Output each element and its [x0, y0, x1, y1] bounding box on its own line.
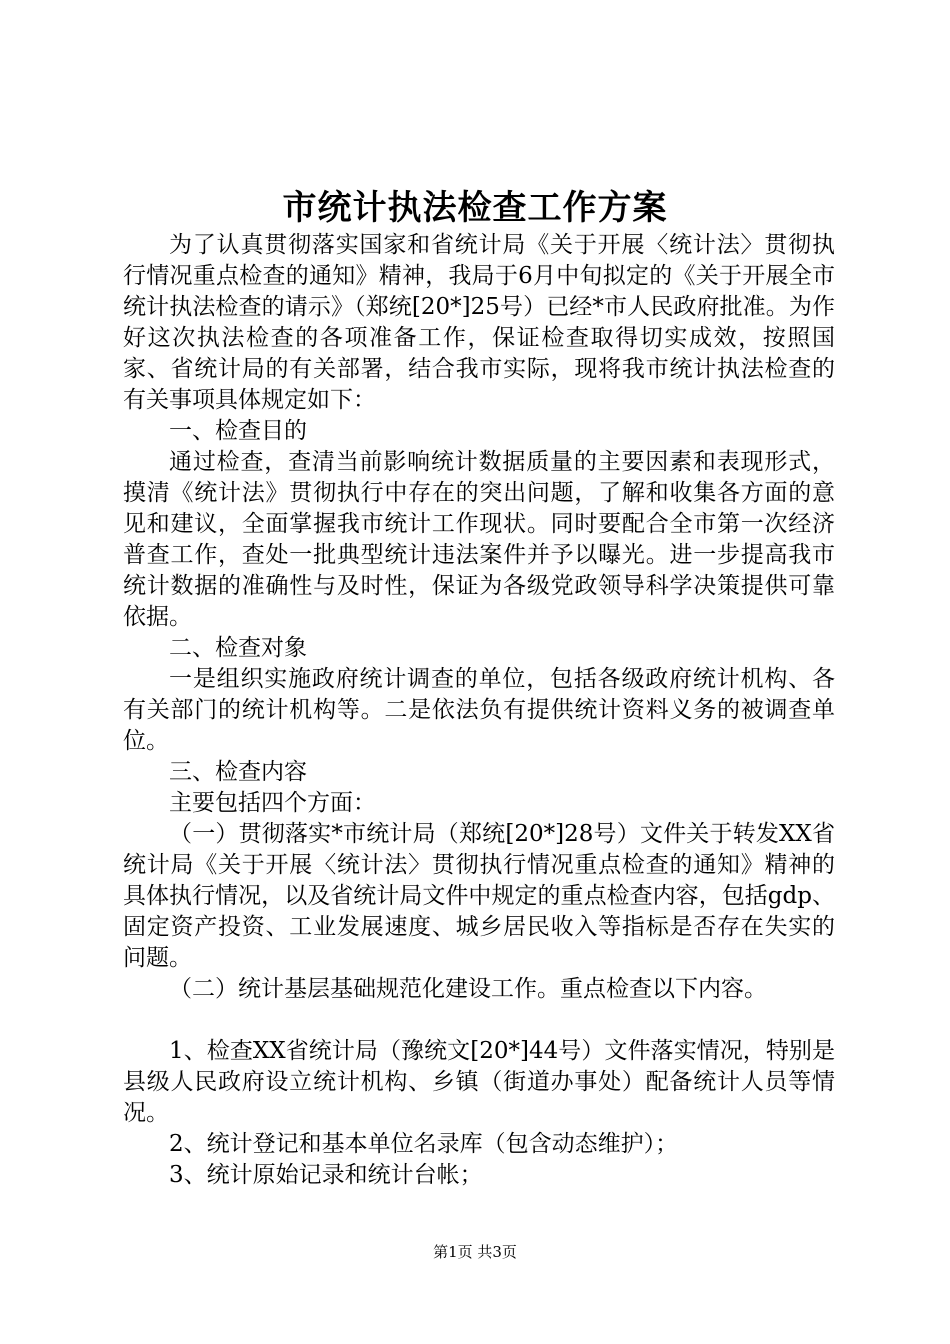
paragraph-purpose: 通过检查，查清当前影响统计数据质量的主要因素和表现形式，摸清《统计法》贯彻执行中存在的突出问题，了解和收集各方面的意见和建议，全面掌握我市统计工作现状。同时要配合全市第一次经济普查工作，查处一批典型统计违法案件并予以曝光。进一步提高我市统计数据的准确性与及时性，保证为各级党政领导科学决策提供可靠依据。: [123, 449, 835, 630]
list-item-3: 3、统计原始记录和统计台帐；: [169, 1162, 483, 1188]
list-item-2: 2、统计登记和基本单位名录库（包含动态维护）；: [169, 1131, 679, 1157]
document-title: 市统计执法检查工作方案: [282, 188, 668, 228]
paragraph-content-item-1: （一）贯彻落实*市统计局（郑统[20*]28号）文件关于转发XX省统计局《关于开展〈统计法〉贯彻执行情况重点检查的通知》精神的具体执行情况，以及省统计局文件中规定的重点检查内容，包括gdp、固定资产投资、工业发展速度、城乡居民收入等指标是否存在失实的问题。: [123, 821, 835, 971]
list-item-1: 1、检查XX省统计局（豫统文[20*]44号）文件落实情况，特别是县级人民政府设立统计机构、乡镇（街道办事处）配备统计人员等情况。: [123, 1038, 835, 1126]
paragraph-content-intro: 主要包括四个方面：: [169, 790, 376, 816]
paragraph-intro: 为了认真贯彻落实国家和省统计局《关于开展〈统计法〉贯彻执行情况重点检查的通知》精神，我局于6月中旬拟定的《关于开展全市统计执法检查的请示》（郑统[20*]25号）已经*市人民政府批准。为作好这次执法检查的各项准备工作，保证检查取得切实成效，按照国家、省统计局的有关部署，结合我市实际，现将我市统计执法检查的有关事项具体规定如下：: [123, 232, 835, 413]
heading-inspection-content: 三、检查内容: [169, 759, 307, 785]
heading-inspection-targets: 二、检查对象: [169, 635, 307, 661]
paragraph-targets: 一是组织实施政府统计调查的单位，包括各级政府统计机构、各有关部门的统计机构等。二是依法负有提供统计资料义务的被调查单位。: [123, 666, 835, 754]
paragraph-content-item-2: （二）统计基层基础规范化建设工作。重点检查以下内容。: [169, 976, 767, 1002]
document-body: [123, 230, 835, 1191]
heading-inspection-purpose: 一、检查目的: [169, 418, 307, 444]
page-number-footer: 第1页 共3页: [433, 1243, 517, 1261]
